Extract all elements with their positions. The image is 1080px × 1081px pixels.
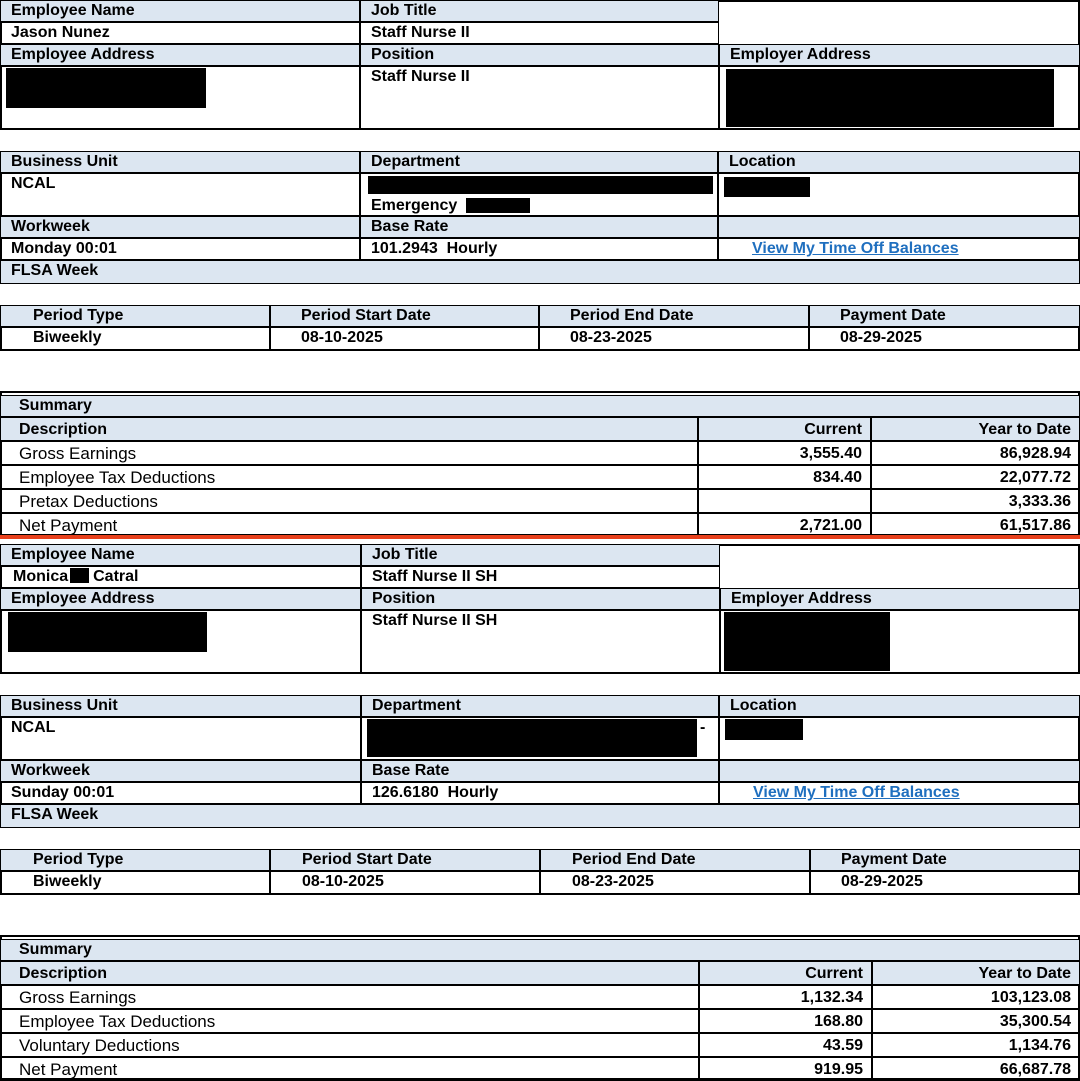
workweek-value: Monday 00:01 [0,238,360,260]
time-off-balances-link[interactable]: View My Time Off Balances [753,784,960,801]
blank-header-cell [718,216,1080,238]
redaction-box [8,612,207,652]
summary-description: Gross Earnings [0,985,699,1009]
workweek-label: Workweek [0,216,360,238]
period-type-label: Period Type [0,849,270,871]
summary-ytd: 61,517.86 [871,513,1080,537]
summary-ytd: 66,687.78 [872,1057,1080,1081]
period-end-label: Period End Date [540,849,810,871]
workweek-value: Sunday 00:01 [0,782,361,804]
summary-description: Net Payment [0,513,698,537]
time-off-cell [719,782,1080,804]
employer-address-label: Employer Address [720,588,1080,610]
flsa-week-label: FLSA Week [0,804,1080,828]
redaction-box [724,612,890,671]
location-label: Location [718,151,1080,173]
payment-date-label: Payment Date [810,849,1080,871]
employee-name-label: Employee Name [0,544,361,566]
position-value: Staff Nurse II [360,66,719,130]
redaction-box [6,68,206,108]
redaction-box [724,177,810,197]
time-off-cell [718,238,1080,260]
base-rate-value: 126.6180 Hourly [361,782,719,804]
payment-date-label: Payment Date [809,305,1080,327]
employee-address-label: Employee Address [0,44,360,66]
period-end-label: Period End Date [539,305,809,327]
workweek-label: Workweek [0,760,361,782]
summary-current: 834.40 [698,465,871,489]
summary-description: Pretax Deductions [0,489,698,513]
current-header: Current [699,961,872,985]
summary-title: Summary [0,395,1080,417]
current-header: Current [698,417,871,441]
flsa-week-label: FLSA Week [0,260,1080,284]
summary-ytd: 103,123.08 [872,985,1080,1009]
position-value: Staff Nurse II SH [361,610,720,674]
period-start-label: Period Start Date [270,849,540,871]
divider-line [0,535,1080,539]
summary-title: Summary [0,939,1080,961]
job-title-label: Job Title [361,544,720,566]
period-end-value: 08-23-2025 [540,871,810,895]
summary-description: Net Payment [0,1057,699,1081]
description-header: Description [0,961,699,985]
period-type-label: Period Type [0,305,270,327]
job-title-label: Job Title [360,0,719,22]
employee-last-name: Catral [93,568,139,585]
summary-current: 2,721.00 [698,513,871,537]
ytd-header: Year to Date [872,961,1080,985]
period-start-value: 08-10-2025 [270,871,540,895]
base-rate-label: Base Rate [360,216,718,238]
summary-ytd: 22,077.72 [871,465,1080,489]
employee-name-value: Jason Nunez [0,22,360,44]
payment-date-value: 08-29-2025 [809,327,1080,351]
period-start-label: Period Start Date [270,305,539,327]
summary-description: Employee Tax Deductions [0,465,698,489]
business-unit-label: Business Unit [0,695,361,717]
payment-date-value: 08-29-2025 [810,871,1080,895]
summary-ytd: 3,333.36 [871,489,1080,513]
department-label: Department [361,695,719,717]
position-label: Position [361,588,720,610]
period-type-value: Biweekly [0,327,270,351]
blank-header-cell [719,760,1080,782]
summary-current: 43.59 [699,1033,872,1057]
summary-ytd: 1,134.76 [872,1033,1080,1057]
period-end-value: 08-23-2025 [539,327,809,351]
summary-current: 168.80 [699,1009,872,1033]
summary-description: Voluntary Deductions [0,1033,699,1057]
department-value: Emergency [360,173,718,216]
employee-name-label: Employee Name [0,0,360,22]
summary-current: 3,555.40 [698,441,871,465]
summary-current: 1,132.34 [699,985,872,1009]
redaction-box [70,568,89,583]
base-rate-label: Base Rate [361,760,719,782]
time-off-balances-link[interactable]: View My Time Off Balances [752,240,959,257]
redaction-box [367,719,697,757]
department-label: Department [360,151,718,173]
business-unit-label: Business Unit [0,151,360,173]
job-title-value: Staff Nurse II [360,22,719,44]
summary-description: Employee Tax Deductions [0,1009,699,1033]
employee-first-name: Monica [13,568,69,585]
summary-description: Gross Earnings [0,441,698,465]
ytd-header: Year to Date [871,417,1080,441]
employer-address-label: Employer Address [719,44,1080,66]
redaction-box [726,69,1054,127]
summary-ytd: 86,928.94 [871,441,1080,465]
department-value: - [361,717,719,760]
position-label: Position [360,44,719,66]
employee-address-label: Employee Address [0,588,361,610]
summary-current [698,489,871,513]
business-unit-value: NCAL [0,173,360,216]
period-type-value: Biweekly [0,871,270,895]
employee-name-value [0,566,361,588]
description-header: Description [0,417,698,441]
job-title-value: Staff Nurse II SH [361,566,720,588]
summary-current: 919.95 [699,1057,872,1081]
period-start-value: 08-10-2025 [270,327,539,351]
business-unit-value: NCAL [0,717,361,760]
base-rate-value: 101.2943 Hourly [360,238,718,260]
redaction-box [725,719,803,740]
summary-ytd: 35,300.54 [872,1009,1080,1033]
redaction-box [368,176,713,194]
redaction-box [466,198,530,213]
location-label: Location [719,695,1080,717]
